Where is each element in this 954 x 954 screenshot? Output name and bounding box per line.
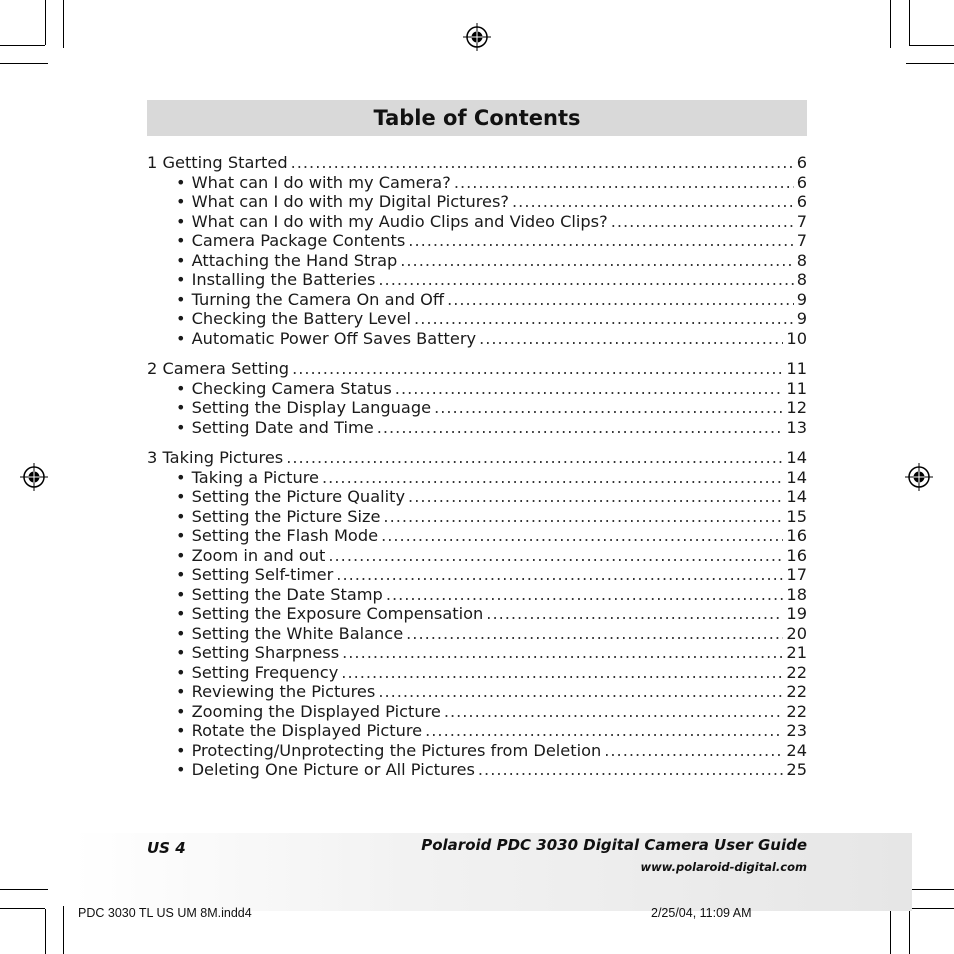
toc-item[interactable] xyxy=(147,624,807,644)
dot-leader xyxy=(383,507,783,527)
dot-leader xyxy=(447,290,794,310)
toc-section-heading[interactable] xyxy=(147,153,807,173)
toc-entry-label: Setting the White Balance xyxy=(191,623,404,643)
bullet: • xyxy=(176,584,186,604)
toc-item[interactable] xyxy=(147,604,807,624)
bullet: • xyxy=(176,740,186,760)
crop-mark xyxy=(45,0,46,45)
toc-page-number: 22 xyxy=(786,662,807,682)
guide-title: Polaroid PDC 3030 Digital Camera User Guide xyxy=(421,836,807,854)
toc-item[interactable] xyxy=(147,663,807,683)
toc-section-heading[interactable] xyxy=(147,448,807,468)
toc-item[interactable] xyxy=(147,398,807,418)
toc-entry-label: Checking the Battery Level xyxy=(191,309,412,328)
toc-item[interactable] xyxy=(147,329,807,349)
crop-mark xyxy=(45,909,46,954)
toc-entry-label: 3 Taking Pictures xyxy=(147,448,284,467)
toc-page-number: 22 xyxy=(786,682,807,701)
registration-mark-icon xyxy=(20,463,48,491)
toc-page-number: 8 xyxy=(796,270,807,289)
toc-page-number: 17 xyxy=(786,565,807,584)
dot-leader xyxy=(342,643,783,663)
slug-page: 4 xyxy=(244,906,252,920)
toc-entry-label: Zooming the Displayed Picture xyxy=(191,701,441,721)
toc-page-number: 14 xyxy=(786,467,807,487)
crop-mark xyxy=(909,908,954,909)
toc-page-number: 11 xyxy=(786,359,807,378)
toc-item[interactable] xyxy=(147,251,807,271)
bullet: • xyxy=(176,487,186,506)
toc-page-number: 25 xyxy=(786,760,807,779)
toc-item[interactable] xyxy=(147,643,807,663)
toc-page-number: 12 xyxy=(786,398,807,417)
bullet: • xyxy=(176,565,186,584)
toc-page-number: 7 xyxy=(796,231,807,250)
dot-leader xyxy=(292,359,783,379)
toc-entry-label: Setting Date and Time xyxy=(191,417,374,437)
page-title: Table of Contents xyxy=(373,106,581,130)
toc-entry-label: What can I do with my Audio Clips and Video Clips? xyxy=(191,211,608,231)
toc-page-number: 11 xyxy=(786,378,807,398)
toc-item[interactable] xyxy=(147,585,807,605)
print-slug-file xyxy=(78,906,252,920)
dot-leader xyxy=(408,487,783,507)
toc-entry-label: Deleting One Picture or All Pictures xyxy=(191,760,475,779)
bullet: • xyxy=(176,270,186,289)
bullet: • xyxy=(176,231,186,250)
toc-page-number: 9 xyxy=(796,309,807,328)
toc-page-number: 8 xyxy=(796,250,807,270)
toc-entry-label: Setting Frequency xyxy=(191,662,339,682)
toc-page-number: 18 xyxy=(786,584,807,604)
bullet: • xyxy=(176,545,186,565)
crop-mark xyxy=(906,889,954,890)
toc-entry-label: Setting the Picture Size xyxy=(191,506,381,526)
toc-item[interactable] xyxy=(147,565,807,585)
toc-page-number: 23 xyxy=(786,721,807,740)
dot-leader xyxy=(286,448,783,468)
toc-page-number: 10 xyxy=(786,328,807,348)
toc-item[interactable] xyxy=(147,418,807,438)
toc-section xyxy=(147,359,807,437)
toc-entry-label: Automatic Power Off Saves Battery xyxy=(191,328,477,348)
toc-item[interactable] xyxy=(147,192,807,212)
toc-item[interactable] xyxy=(147,682,807,702)
toc-page-number: 6 xyxy=(796,192,807,211)
crop-mark xyxy=(0,45,45,46)
toc-item[interactable] xyxy=(147,290,807,310)
toc-item[interactable] xyxy=(147,721,807,741)
dot-leader xyxy=(425,721,783,741)
toc-page-number: 14 xyxy=(786,487,807,506)
toc-item[interactable] xyxy=(147,270,807,290)
bullet: • xyxy=(176,378,186,398)
table-of-contents xyxy=(147,153,807,791)
toc-page-number: 14 xyxy=(786,448,807,467)
toc-page-number: 24 xyxy=(786,740,807,760)
dot-leader xyxy=(512,192,794,212)
dot-leader xyxy=(381,526,783,546)
dot-leader xyxy=(378,270,793,290)
toc-item[interactable] xyxy=(147,760,807,780)
toc-entry-label: Rotate the Displayed Picture xyxy=(191,721,423,740)
dot-leader xyxy=(395,379,784,399)
dot-leader xyxy=(604,741,783,761)
dot-leader xyxy=(479,329,783,349)
crop-mark xyxy=(890,906,891,954)
bullet: • xyxy=(176,682,186,701)
dot-leader xyxy=(328,546,783,566)
registration-mark-icon xyxy=(905,463,933,491)
toc-item[interactable] xyxy=(147,507,807,527)
crop-mark xyxy=(890,0,891,48)
dot-leader xyxy=(434,398,783,418)
toc-item[interactable] xyxy=(147,487,807,507)
dot-leader xyxy=(377,418,784,438)
website-url: www.polaroid-digital.com xyxy=(640,860,807,874)
dot-leader xyxy=(336,565,783,585)
registration-mark-icon xyxy=(463,23,491,51)
toc-page-number: 15 xyxy=(786,506,807,526)
bullet: • xyxy=(176,643,186,662)
page-number: US 4 xyxy=(147,839,186,857)
toc-item[interactable] xyxy=(147,741,807,761)
toc-item[interactable] xyxy=(147,526,807,546)
bullet: • xyxy=(176,328,186,348)
dot-leader xyxy=(454,173,794,193)
dot-leader xyxy=(611,212,794,232)
bullet: • xyxy=(176,309,186,328)
crop-mark xyxy=(63,0,64,48)
dot-leader xyxy=(486,604,783,624)
toc-entry-label: Installing the Batteries xyxy=(191,270,376,289)
toc-page-number: 13 xyxy=(786,417,807,437)
bullet: • xyxy=(176,250,186,270)
crop-mark xyxy=(909,909,910,954)
toc-page-number: 20 xyxy=(786,623,807,643)
dot-leader xyxy=(400,251,793,271)
bullet: • xyxy=(176,506,186,526)
dot-leader xyxy=(386,585,784,605)
toc-page-number: 16 xyxy=(786,526,807,545)
toc-page-number: 16 xyxy=(786,545,807,565)
toc-entry-label: Setting Sharpness xyxy=(191,643,340,662)
toc-item[interactable] xyxy=(147,379,807,399)
toc-entry-label: 2 Camera Setting xyxy=(147,359,290,378)
toc-entry-label: 1 Getting Started xyxy=(147,153,288,172)
toc-entry-label: What can I do with my Digital Pictures? xyxy=(191,192,510,211)
toc-entry-label: Attaching the Hand Strap xyxy=(191,250,398,270)
toc-entry-label: Turning the Camera On and Off xyxy=(191,289,445,309)
crop-mark xyxy=(906,63,954,64)
toc-page-number: 19 xyxy=(786,604,807,623)
crop-mark xyxy=(909,0,910,45)
bullet: • xyxy=(176,701,186,721)
bullet: • xyxy=(176,662,186,682)
toc-section-heading[interactable] xyxy=(147,359,807,379)
toc-item[interactable] xyxy=(147,546,807,566)
toc-page-number: 9 xyxy=(796,289,807,309)
toc-entry-label: Setting Self-timer xyxy=(191,565,334,584)
bullet: • xyxy=(176,417,186,437)
crop-mark xyxy=(0,908,45,909)
dot-leader xyxy=(478,760,783,780)
dot-leader xyxy=(322,468,783,488)
crop-mark xyxy=(909,45,954,46)
toc-entry-label: Setting the Date Stamp xyxy=(191,584,383,604)
toc-entry-label: Setting the Display Language xyxy=(191,398,432,417)
bullet: • xyxy=(176,623,186,643)
toc-entry-label: Camera Package Contents xyxy=(191,231,406,250)
bullet: • xyxy=(176,760,186,779)
toc-entry-label: Checking Camera Status xyxy=(191,378,392,398)
toc-entry-label: Setting the Exposure Compensation xyxy=(191,604,484,623)
bullet: • xyxy=(176,604,186,623)
title-band xyxy=(147,100,807,136)
toc-page-number: 6 xyxy=(796,153,807,172)
toc-item[interactable] xyxy=(147,231,807,251)
dot-leader xyxy=(378,682,783,702)
dot-leader xyxy=(406,624,783,644)
crop-mark xyxy=(0,63,48,64)
dot-leader xyxy=(408,231,793,251)
bullet: • xyxy=(176,192,186,211)
print-slug-datetime: 2/25/04, 11:09 AM xyxy=(651,906,752,920)
slug-filename: PDC 3030 TL US UM 8M.indd xyxy=(78,906,245,920)
bullet: • xyxy=(176,721,186,740)
dot-leader xyxy=(414,309,794,329)
toc-item[interactable] xyxy=(147,702,807,722)
toc-page-number: 6 xyxy=(796,172,807,192)
dot-leader xyxy=(291,153,794,173)
toc-entry-label: Setting the Picture Quality xyxy=(191,487,406,506)
bullet: • xyxy=(176,211,186,231)
bullet: • xyxy=(176,289,186,309)
toc-entry-label: Protecting/Unprotecting the Pictures from Deletion xyxy=(191,740,602,760)
dot-leader xyxy=(444,702,784,722)
toc-item[interactable] xyxy=(147,468,807,488)
bullet: • xyxy=(176,526,186,545)
bullet: • xyxy=(176,172,186,192)
crop-mark xyxy=(0,889,48,890)
toc-entry-label: What can I do with my Camera? xyxy=(191,172,451,192)
toc-entry-label: Reviewing the Pictures xyxy=(191,682,376,701)
toc-section xyxy=(147,448,807,780)
crop-mark xyxy=(63,906,64,954)
bullet: • xyxy=(176,398,186,417)
toc-page-number: 21 xyxy=(786,643,807,662)
toc-entry-label: Zoom in and out xyxy=(191,545,326,565)
toc-entry-label: Setting the Flash Mode xyxy=(191,526,379,545)
toc-page-number: 22 xyxy=(786,701,807,721)
dot-leader xyxy=(341,663,783,683)
toc-item[interactable] xyxy=(147,212,807,232)
toc-item[interactable] xyxy=(147,173,807,193)
toc-entry-label: Taking a Picture xyxy=(191,467,319,487)
toc-page-number: 7 xyxy=(796,211,807,231)
toc-section xyxy=(147,153,807,348)
toc-item[interactable] xyxy=(147,309,807,329)
bullet: • xyxy=(176,467,186,487)
